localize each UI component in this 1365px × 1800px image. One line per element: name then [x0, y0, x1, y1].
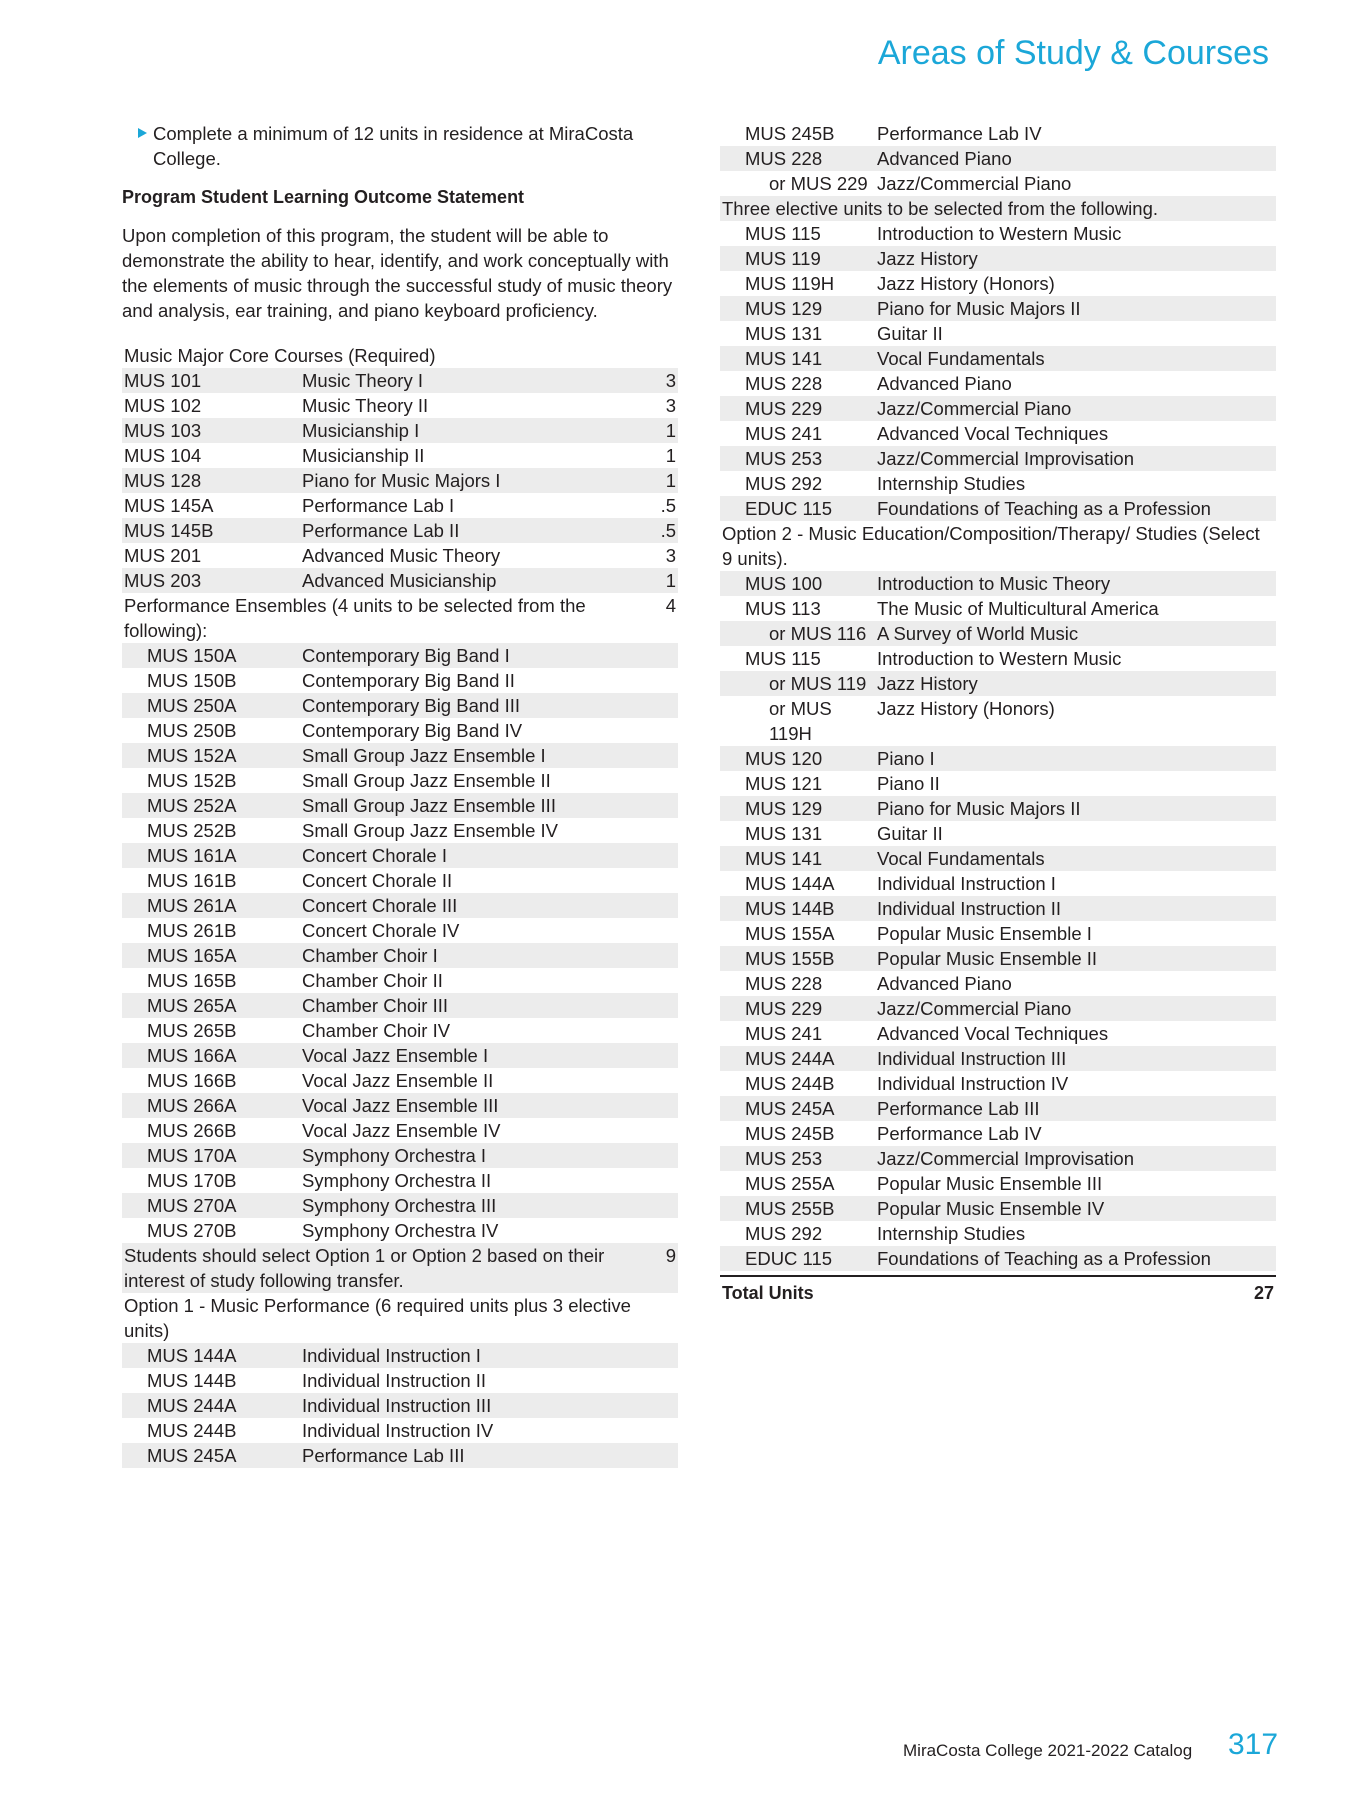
- section-heading-text: Music Major Core Courses (Required): [124, 345, 436, 366]
- course-units: 3: [665, 545, 676, 566]
- course-title: Jazz/Commercial Improvisation: [877, 448, 1135, 469]
- course-title: Popular Music Ensemble III: [877, 1173, 1103, 1194]
- course-row: [720, 271, 1276, 296]
- course-code: MUS 245A: [147, 1445, 237, 1466]
- course-code: MUS 265B: [147, 1020, 237, 1041]
- course-title: Chamber Choir III: [302, 995, 448, 1016]
- course-code: MUS 115: [745, 648, 821, 669]
- course-row: [720, 171, 1276, 196]
- course-row: [122, 743, 678, 768]
- course-code: MUS 128: [124, 470, 202, 491]
- course-code: or MUS 119: [769, 673, 867, 694]
- course-code: MUS 121: [745, 773, 823, 794]
- left-column: [122, 121, 678, 1468]
- course-title: Individual Instruction I: [302, 1345, 481, 1366]
- section-heading-row: [122, 1293, 678, 1343]
- course-title: Advanced Vocal Techniques: [877, 423, 1109, 444]
- course-row: [720, 596, 1276, 621]
- course-title: Advanced Music Theory: [302, 545, 501, 566]
- course-row: [720, 646, 1276, 671]
- course-row: [720, 771, 1276, 796]
- course-title: Concert Chorale III: [302, 895, 458, 916]
- course-code: MUS 252A: [147, 795, 237, 816]
- course-code: MUS 129: [745, 298, 823, 319]
- course-row: [720, 1121, 1276, 1146]
- course-code: MUS 104: [124, 445, 202, 466]
- course-title: Advanced Piano: [877, 148, 1012, 169]
- course-row: [720, 471, 1276, 496]
- residence-requirement-bullet: [122, 121, 678, 171]
- course-code: MUS 165B: [147, 970, 237, 991]
- course-code: EDUC 115: [745, 498, 833, 519]
- course-row: [122, 1143, 678, 1168]
- course-code: MUS 229: [745, 398, 823, 419]
- course-title: Symphony Orchestra III: [302, 1195, 497, 1216]
- course-row: [720, 621, 1276, 646]
- course-row: [720, 946, 1276, 971]
- course-row: [122, 918, 678, 943]
- course-code: MUS 152B: [147, 770, 237, 791]
- course-title: Small Group Jazz Ensemble IV: [302, 820, 559, 841]
- course-row: [720, 396, 1276, 421]
- section-heading-text: Option 1 - Music Performance (6 required units plus 3 elective units): [124, 1295, 631, 1341]
- course-row: [122, 643, 678, 668]
- section-units: 9: [665, 1245, 676, 1266]
- course-code: MUS 203: [124, 570, 202, 591]
- course-row: [720, 896, 1276, 921]
- course-table-left: [122, 343, 678, 1468]
- course-title: Vocal Jazz Ensemble III: [302, 1095, 499, 1116]
- course-row: [122, 1068, 678, 1093]
- course-units: 1: [665, 420, 676, 441]
- course-title: Performance Lab II: [302, 520, 460, 541]
- course-title: Music Theory II: [302, 395, 429, 416]
- course-row: [122, 1418, 678, 1443]
- course-code: MUS 150A: [147, 645, 237, 666]
- course-title: Chamber Choir I: [302, 945, 438, 966]
- course-title: Piano I: [877, 748, 935, 769]
- course-code: MUS 245A: [745, 1098, 835, 1119]
- course-row: [122, 1343, 678, 1368]
- course-code: MUS 119H: [745, 273, 835, 294]
- course-code: MUS 292: [745, 473, 823, 494]
- course-title: Introduction to Music Theory: [877, 573, 1111, 594]
- course-title: Individual Instruction III: [302, 1395, 492, 1416]
- course-row: [720, 346, 1276, 371]
- course-row: [122, 443, 678, 468]
- course-row: [720, 371, 1276, 396]
- course-row: [122, 968, 678, 993]
- course-row: [122, 943, 678, 968]
- course-code: MUS 270A: [147, 1195, 237, 1216]
- section-heading-text: Students should select Option 1 or Option 2 based on their interest of study following transfer.: [124, 1245, 605, 1291]
- course-title: Musicianship II: [302, 445, 425, 466]
- course-row: [122, 818, 678, 843]
- course-title: Chamber Choir II: [302, 970, 443, 991]
- course-title: Jazz History: [877, 673, 978, 694]
- course-code: EDUC 115: [745, 1248, 833, 1269]
- course-title: Internship Studies: [877, 1223, 1026, 1244]
- course-row: [720, 221, 1276, 246]
- course-row: [122, 493, 678, 518]
- course-row: [122, 1368, 678, 1393]
- course-code: MUS 165A: [147, 945, 237, 966]
- course-code: MUS 120: [745, 748, 823, 769]
- course-title: Concert Chorale IV: [302, 920, 460, 941]
- course-title: Contemporary Big Band III: [302, 695, 520, 716]
- course-title: Symphony Orchestra I: [302, 1145, 487, 1166]
- course-code: MUS 250B: [147, 720, 237, 741]
- course-row: [720, 1046, 1276, 1071]
- course-row: [122, 868, 678, 893]
- course-code: MUS 266B: [147, 1120, 237, 1141]
- course-row: [720, 1146, 1276, 1171]
- course-code: MUS 266A: [147, 1095, 237, 1116]
- course-title: Contemporary Big Band IV: [302, 720, 523, 741]
- course-row: [720, 746, 1276, 771]
- course-row: [720, 696, 1276, 746]
- course-code: MUS 201: [124, 545, 202, 566]
- course-row: [122, 543, 678, 568]
- course-row: [720, 1246, 1276, 1271]
- course-row: [122, 1218, 678, 1243]
- course-title: Advanced Piano: [877, 973, 1012, 994]
- course-code: MUS 144B: [147, 1370, 237, 1391]
- course-title: Individual Instruction III: [877, 1048, 1067, 1069]
- course-code: MUS 244A: [147, 1395, 237, 1416]
- course-row: [122, 768, 678, 793]
- course-code: MUS 244B: [147, 1420, 237, 1441]
- course-row: [122, 1093, 678, 1118]
- course-row: [720, 846, 1276, 871]
- course-units: .5: [660, 495, 676, 516]
- course-title: Jazz History: [877, 248, 978, 269]
- course-title: Contemporary Big Band II: [302, 670, 515, 691]
- course-title: Advanced Musicianship: [302, 570, 497, 591]
- course-row: [122, 1393, 678, 1418]
- course-code: MUS 115: [745, 223, 821, 244]
- course-row: [720, 871, 1276, 896]
- course-code: MUS 241: [745, 1023, 823, 1044]
- course-code: MUS 166B: [147, 1070, 237, 1091]
- page-header-title: Areas of Study & Courses: [877, 34, 1269, 72]
- course-row: [720, 446, 1276, 471]
- course-code: MUS 228: [745, 373, 823, 394]
- course-title: Vocal Jazz Ensemble I: [302, 1045, 489, 1066]
- course-units: .5: [660, 520, 676, 541]
- course-title: Guitar II: [877, 823, 943, 844]
- course-row: [720, 671, 1276, 696]
- triangle-bullet-icon: [138, 128, 147, 138]
- course-title: The Music of Multicultural America: [877, 598, 1159, 619]
- course-table-right: [720, 121, 1276, 1271]
- course-units: 1: [665, 445, 676, 466]
- course-row: [122, 1018, 678, 1043]
- course-code: MUS 255B: [745, 1198, 835, 1219]
- plo-text: Upon completion of this program, the student will be able to demonstrate the ability to hear, identify, and work conceptually with the elements of music through the successful study of music theory and analysis, ear training, and piano keyboard proficiency.: [122, 225, 673, 321]
- course-title: Popular Music Ensemble IV: [877, 1198, 1105, 1219]
- course-title: Performance Lab IV: [877, 123, 1042, 144]
- course-title: Small Group Jazz Ensemble III: [302, 795, 556, 816]
- course-code: MUS 152A: [147, 745, 237, 766]
- course-title: Contemporary Big Band I: [302, 645, 510, 666]
- course-code: MUS 253: [745, 1148, 823, 1169]
- course-units: 3: [665, 395, 676, 416]
- course-row: [122, 518, 678, 543]
- course-title: Performance Lab IV: [877, 1123, 1042, 1144]
- course-code: MUS 131: [745, 823, 823, 844]
- course-code: MUS 119: [745, 248, 821, 269]
- section-heading-text: Performance Ensembles (4 units to be selected from the following):: [124, 595, 586, 641]
- course-code: MUS 261B: [147, 920, 237, 941]
- course-title: Piano for Music Majors I: [302, 470, 501, 491]
- course-title: Advanced Piano: [877, 373, 1012, 394]
- course-row: [122, 418, 678, 443]
- course-row: [720, 296, 1276, 321]
- course-row: [720, 121, 1276, 146]
- course-units: 1: [665, 570, 676, 591]
- course-row: [122, 893, 678, 918]
- course-code: MUS 155B: [745, 948, 835, 969]
- course-row: [720, 1071, 1276, 1096]
- course-row: [122, 993, 678, 1018]
- course-row: [122, 1443, 678, 1468]
- course-row: [122, 393, 678, 418]
- course-title: Performance Lab III: [302, 1445, 465, 1466]
- course-code: MUS 245B: [745, 1123, 835, 1144]
- course-title: Internship Studies: [877, 473, 1026, 494]
- course-code: MUS 166A: [147, 1045, 237, 1066]
- total-units-label: Total Units: [722, 1283, 814, 1303]
- course-title: Foundations of Teaching as a Profession: [877, 1248, 1211, 1269]
- course-row: [720, 1221, 1276, 1246]
- course-title: Individual Instruction IV: [877, 1073, 1069, 1094]
- course-title: Individual Instruction II: [877, 898, 1062, 919]
- course-code: MUS 170B: [147, 1170, 237, 1191]
- course-row: [720, 921, 1276, 946]
- course-row: [122, 468, 678, 493]
- course-code: MUS 150B: [147, 670, 237, 691]
- course-title: Popular Music Ensemble II: [877, 948, 1098, 969]
- course-code: MUS 228: [745, 973, 823, 994]
- course-title: Individual Instruction IV: [302, 1420, 494, 1441]
- course-code: MUS 261A: [147, 895, 237, 916]
- course-row: [720, 571, 1276, 596]
- course-title: A Survey of World Music: [877, 623, 1079, 644]
- course-code: MUS 129: [745, 798, 823, 819]
- course-title: Guitar II: [877, 323, 943, 344]
- course-row: [122, 1043, 678, 1068]
- course-title: Piano for Music Majors II: [877, 298, 1081, 319]
- course-code: MUS 141: [745, 348, 823, 369]
- course-code: MUS 144B: [745, 898, 835, 919]
- plo-heading: Program Student Learning Outcome Statement: [122, 187, 525, 207]
- course-row: [720, 796, 1276, 821]
- course-code: MUS 113: [745, 598, 821, 619]
- section-heading-row: [122, 593, 678, 643]
- course-code: MUS 265A: [147, 995, 237, 1016]
- course-title: Jazz/Commercial Piano: [877, 998, 1072, 1019]
- section-heading-row: [122, 343, 678, 368]
- course-code: MUS 252B: [147, 820, 237, 841]
- section-heading-row: [122, 1243, 678, 1293]
- course-code: MUS 250A: [147, 695, 237, 716]
- course-title: Jazz History (Honors): [877, 273, 1055, 294]
- course-units: 3: [665, 370, 676, 391]
- course-title: Chamber Choir IV: [302, 1020, 451, 1041]
- course-title: Jazz/Commercial Improvisation: [877, 1148, 1135, 1169]
- section-heading-row: [720, 196, 1276, 221]
- course-code: MUS 101: [124, 370, 202, 391]
- section-heading-text: Option 2 - Music Education/Composition/Therapy/ Studies (Select 9 units).: [722, 523, 1260, 569]
- course-title: Advanced Vocal Techniques: [877, 1023, 1109, 1044]
- course-code: MUS 245B: [745, 123, 835, 144]
- course-row: [122, 668, 678, 693]
- course-code: MUS 144A: [745, 873, 835, 894]
- total-units-value: 27: [1253, 1283, 1274, 1303]
- course-title: Music Theory I: [302, 370, 423, 391]
- section-heading-text: Three elective units to be selected from the following.: [722, 198, 1159, 219]
- course-row: [720, 821, 1276, 846]
- course-code: or MUS 119H: [769, 698, 832, 744]
- section-heading-row: [720, 521, 1276, 571]
- course-row: [720, 1096, 1276, 1121]
- course-row: [122, 1168, 678, 1193]
- course-code: MUS 131: [745, 323, 823, 344]
- course-title: Introduction to Western Music: [877, 223, 1122, 244]
- course-row: [720, 1021, 1276, 1046]
- course-code: MUS 102: [124, 395, 202, 416]
- course-row: [720, 246, 1276, 271]
- course-row: [720, 146, 1276, 171]
- course-title: Individual Instruction II: [302, 1370, 487, 1391]
- course-row: [720, 996, 1276, 1021]
- course-title: Introduction to Western Music: [877, 648, 1122, 669]
- course-title: Performance Lab I: [302, 495, 455, 516]
- course-code: MUS 270B: [147, 1220, 237, 1241]
- course-title: Concert Chorale II: [302, 870, 453, 891]
- course-title: Piano II: [877, 773, 940, 794]
- right-column: [720, 121, 1276, 1306]
- course-code: MUS 141: [745, 848, 823, 869]
- course-title: Jazz History (Honors): [877, 698, 1055, 719]
- page-number: 317: [1228, 1728, 1279, 1761]
- course-code: MUS 161B: [147, 870, 237, 891]
- course-row: [720, 496, 1276, 521]
- course-code: MUS 170A: [147, 1145, 237, 1166]
- course-code: MUS 253: [745, 448, 823, 469]
- course-row: [122, 843, 678, 868]
- total-units-row: [720, 1275, 1276, 1306]
- course-code: MUS 100: [745, 573, 823, 594]
- course-code: MUS 161A: [147, 845, 237, 866]
- course-row: [122, 368, 678, 393]
- course-code: MUS 244B: [745, 1073, 835, 1094]
- course-title: Performance Lab III: [877, 1098, 1040, 1119]
- course-row: [720, 421, 1276, 446]
- course-title: Vocal Jazz Ensemble IV: [302, 1120, 501, 1141]
- course-title: Vocal Fundamentals: [877, 348, 1045, 369]
- course-title: Popular Music Ensemble I: [877, 923, 1092, 944]
- course-code: MUS 145B: [124, 520, 214, 541]
- course-title: Small Group Jazz Ensemble II: [302, 770, 551, 791]
- course-row: [720, 321, 1276, 346]
- course-code: MUS 145A: [124, 495, 214, 516]
- course-row: [122, 568, 678, 593]
- course-row: [122, 793, 678, 818]
- course-title: Small Group Jazz Ensemble I: [302, 745, 546, 766]
- course-row: [122, 1193, 678, 1218]
- residence-requirement-text: Complete a minimum of 12 units in residence at MiraCosta College.: [153, 123, 634, 169]
- course-row: [122, 693, 678, 718]
- course-code: or MUS 229: [769, 173, 868, 194]
- course-title: Concert Chorale I: [302, 845, 447, 866]
- course-code: or MUS 116: [769, 623, 867, 644]
- course-title: Piano for Music Majors II: [877, 798, 1081, 819]
- course-code: MUS 155A: [745, 923, 835, 944]
- course-row: [122, 718, 678, 743]
- course-row: [122, 1118, 678, 1143]
- course-code: MUS 144A: [147, 1345, 237, 1366]
- course-title: Individual Instruction I: [877, 873, 1056, 894]
- course-title: Foundations of Teaching as a Profession: [877, 498, 1211, 519]
- course-title: Symphony Orchestra IV: [302, 1220, 499, 1241]
- course-title: Vocal Jazz Ensemble II: [302, 1070, 494, 1091]
- course-row: [720, 1196, 1276, 1221]
- course-title: Jazz/Commercial Piano: [877, 398, 1072, 419]
- course-row: [720, 1171, 1276, 1196]
- course-title: Vocal Fundamentals: [877, 848, 1045, 869]
- section-units: 4: [665, 595, 676, 616]
- course-code: MUS 229: [745, 998, 823, 1019]
- course-code: MUS 228: [745, 148, 823, 169]
- course-units: 1: [665, 470, 676, 491]
- course-title: Musicianship I: [302, 420, 420, 441]
- course-code: MUS 292: [745, 1223, 823, 1244]
- course-title: Jazz/Commercial Piano: [877, 173, 1072, 194]
- course-code: MUS 103: [124, 420, 202, 441]
- course-code: MUS 255A: [745, 1173, 835, 1194]
- course-title: Symphony Orchestra II: [302, 1170, 492, 1191]
- course-row: [720, 971, 1276, 996]
- course-code: MUS 244A: [745, 1048, 835, 1069]
- footer-catalog: MiraCosta College 2021-2022 Catalog: [903, 1741, 1193, 1760]
- course-code: MUS 241: [745, 423, 823, 444]
